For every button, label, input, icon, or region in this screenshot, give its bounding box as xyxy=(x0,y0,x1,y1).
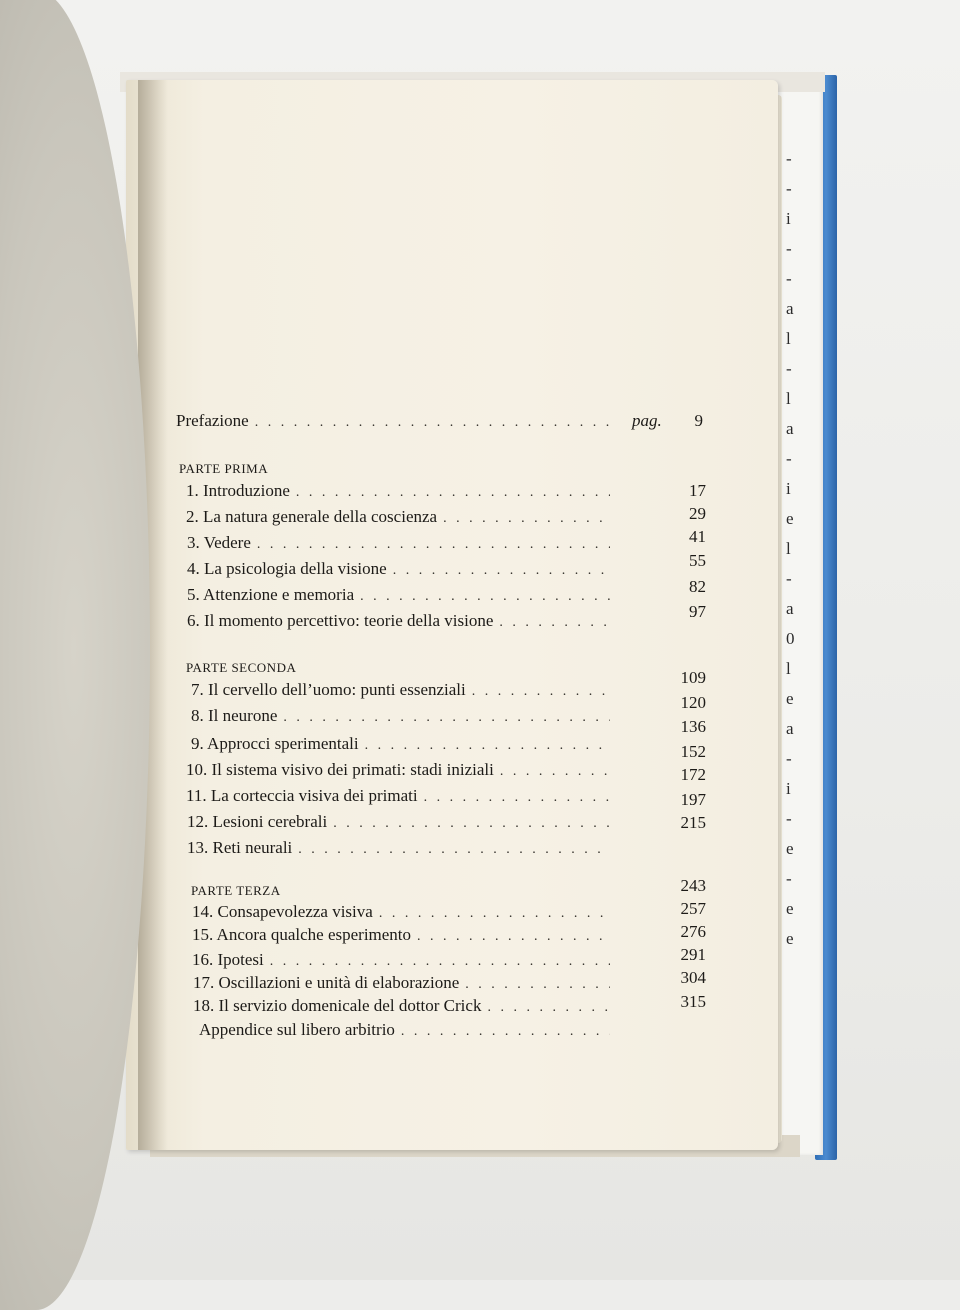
page-number: 315 xyxy=(680,992,706,1011)
toc-entry xyxy=(186,786,616,812)
edge-glyph: - xyxy=(786,869,792,888)
edge-glyph: - xyxy=(786,359,792,378)
toc-entry-label: 15. Ancora qualche esperimento xyxy=(192,925,412,944)
page-number: 172 xyxy=(680,765,706,784)
toc-entry xyxy=(193,996,616,1022)
toc-entry xyxy=(187,585,616,611)
edge-glyph: a xyxy=(786,299,794,318)
page-number: 82 xyxy=(689,577,706,596)
preface-page-number: 9 xyxy=(694,411,703,430)
edge-glyph: e xyxy=(786,899,794,918)
part-heading: PARTE TERZA xyxy=(191,883,281,898)
edge-glyph: i xyxy=(786,209,791,228)
edge-glyph: - xyxy=(786,239,792,258)
dot-leader xyxy=(333,816,610,832)
pag-abbrev: pag. xyxy=(632,411,662,430)
toc-entry xyxy=(186,760,616,786)
edge-glyph: - xyxy=(786,269,792,288)
toc-entry-label: 1. Introduzione xyxy=(186,481,290,500)
toc-entry xyxy=(192,925,616,951)
edge-glyph: a xyxy=(786,599,794,618)
dot-leader xyxy=(298,842,610,858)
edge-glyph: e xyxy=(786,929,794,948)
dot-leader xyxy=(270,954,610,970)
page-number: 29 xyxy=(689,504,706,523)
dot-leader xyxy=(487,1000,610,1016)
toc-entry-label: 14. Consapevolezza visiva xyxy=(192,902,373,921)
edge-glyph: l xyxy=(786,329,791,348)
toc-entry xyxy=(186,507,616,533)
dot-leader xyxy=(365,738,610,754)
page-number: 136 xyxy=(680,717,706,736)
toc-entry-label: 9. Approcci sperimentali xyxy=(191,734,359,753)
toc-entry xyxy=(187,838,616,864)
toc-entry xyxy=(187,533,616,559)
edge-glyph: l xyxy=(786,659,791,678)
toc-entry xyxy=(186,481,616,507)
toc-entry xyxy=(199,1020,616,1046)
edge-glyph: - xyxy=(786,449,792,468)
dot-leader xyxy=(393,563,610,579)
toc-entry-label: 16. Ipotesi xyxy=(192,950,264,969)
page-number: 276 xyxy=(680,922,706,941)
dot-leader xyxy=(472,684,610,700)
page-number: 304 xyxy=(680,968,706,987)
dot-leader xyxy=(401,1024,610,1040)
toc-entry-label: Prefazione xyxy=(176,411,249,430)
edge-glyph: a xyxy=(786,719,794,738)
page-number: 215 xyxy=(680,813,706,832)
toc-entry-label: 8. Il neurone xyxy=(191,706,278,725)
dot-leader xyxy=(255,415,610,431)
edge-glyph: - xyxy=(786,179,792,198)
edge-glyph: a xyxy=(786,419,794,438)
dot-leader xyxy=(257,537,610,553)
dot-leader xyxy=(379,906,610,922)
toc-entry-label: 12. Lesioni cerebrali xyxy=(187,812,328,831)
page-number: 257 xyxy=(680,899,706,918)
dot-leader xyxy=(296,485,610,501)
edge-glyph: e xyxy=(786,839,794,858)
edge-glyph: e xyxy=(786,689,794,708)
dot-leader xyxy=(499,615,610,631)
toc-entry-label: 18. Il servizio domenicale del dottor Crick xyxy=(193,996,482,1015)
dot-leader xyxy=(500,764,610,780)
edge-glyph: 0 xyxy=(786,629,795,648)
page-number: 197 xyxy=(680,790,706,809)
page-number: 152 xyxy=(680,742,706,761)
dot-leader xyxy=(417,929,610,945)
toc-entry-preface xyxy=(176,411,616,437)
toc-entry-label: 17. Oscillazioni e unità di elaborazione xyxy=(193,973,460,992)
toc-entry xyxy=(187,559,616,585)
page-number: 55 xyxy=(689,551,706,570)
toc-entry xyxy=(191,706,616,732)
edge-glyph: i xyxy=(786,479,791,498)
dot-leader xyxy=(360,589,610,605)
toc-entry-label: 5. Attenzione e memoria xyxy=(187,585,355,604)
dot-leader xyxy=(283,710,610,726)
toc-entry xyxy=(187,611,616,637)
dot-leader xyxy=(465,977,610,993)
edge-glyph: - xyxy=(786,749,792,768)
dot-leader xyxy=(443,511,610,527)
page-number: 109 xyxy=(680,668,706,687)
edge-glyph: - xyxy=(786,809,792,828)
edge-glyph: l xyxy=(786,389,791,408)
toc-entry-label: 11. La corteccia visiva dei primati xyxy=(186,786,418,805)
toc-entry xyxy=(191,734,616,760)
toc-entry-label: 6. Il momento percettivo: teorie della visione xyxy=(187,611,494,630)
edge-glyph: - xyxy=(786,149,792,168)
toc-entry-label: Appendice sul libero arbitrio xyxy=(199,1020,395,1039)
dot-leader xyxy=(424,790,610,806)
toc-entry-label: 7. Il cervello dell’uomo: punti essenziali xyxy=(191,680,466,699)
edge-glyph: e xyxy=(786,509,794,528)
toc-entry-label: 3. Vedere xyxy=(187,533,251,552)
page-number: 41 xyxy=(689,527,706,546)
toc-entry xyxy=(187,812,616,838)
page-number: 291 xyxy=(680,945,706,964)
page-number: 17 xyxy=(689,481,706,500)
edge-glyph: i xyxy=(786,779,791,798)
toc-entry xyxy=(191,680,616,706)
part-heading: PARTE PRIMA xyxy=(179,461,269,476)
toc-entry-label: 10. Il sistema visivo dei primati: stadi iniziali xyxy=(186,760,494,779)
toc-entry-label: 2. La natura generale della coscienza xyxy=(186,507,438,526)
toc-entry-label: 13. Reti neurali xyxy=(187,838,293,857)
toc-entry-label: 4. La psicologia della visione xyxy=(187,559,387,578)
part-heading: PARTE SECONDA xyxy=(186,660,297,675)
page-number: 120 xyxy=(680,693,706,712)
page-number: 243 xyxy=(680,876,706,895)
page-number: 97 xyxy=(689,602,706,621)
edge-glyph: - xyxy=(786,569,792,588)
edge-glyph: l xyxy=(786,539,791,558)
